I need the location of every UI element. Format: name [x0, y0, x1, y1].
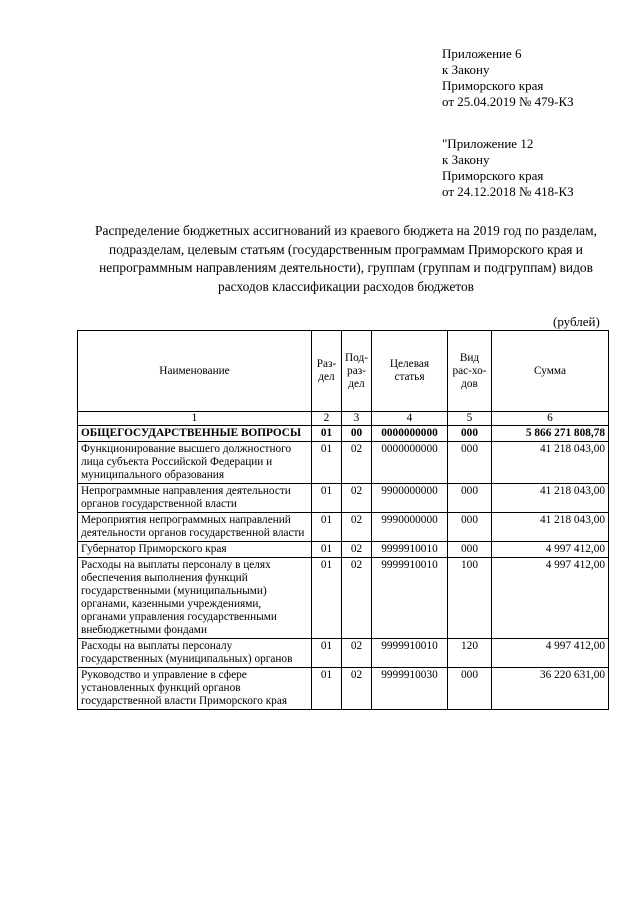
row-section: 01: [312, 484, 342, 513]
header-section: Раз-дел: [312, 331, 342, 412]
column-number: 4: [372, 412, 448, 426]
table-row: [78, 668, 609, 710]
row-target: 0000000000: [372, 442, 448, 484]
appendix-6-line3: Приморского края: [442, 78, 544, 93]
row-sum: 4 997 412,00: [492, 639, 609, 668]
row-section: 01: [312, 442, 342, 484]
row-subsection: 02: [342, 484, 372, 513]
row-sum: 41 218 043,00: [492, 484, 609, 513]
row-name: Расходы на выплаты персоналу в целях обеспечения выполнения функций государственными (муниципальными) органами, казенными учреждениями, органами управления государственными внебюджетными фондами: [78, 558, 312, 639]
table-row: [78, 426, 609, 442]
header-subsection: Под-раз-дел: [342, 331, 372, 412]
appendix-6-line1: Приложение 6: [442, 46, 522, 61]
row-target: 9999910010: [372, 558, 448, 639]
row-subsection: 02: [342, 639, 372, 668]
budget-table: [77, 330, 609, 710]
table-row: [78, 639, 609, 668]
table-row: [78, 558, 609, 639]
document-title: Распределение бюджетных ассигнований из краевого бюджета на 2019 год по разделам, подразделам, целевым статьям (государственным программам Приморского края и непрограммным направлениям деятельности), группам (группам и подгруппам) видов расходов классификации расходов бюджетов: [95, 223, 597, 294]
column-number: 2: [312, 412, 342, 426]
row-expense-type: 120: [448, 639, 492, 668]
row-name: Непрограммные направления деятельности органов государственной власти: [78, 484, 312, 513]
row-name: Губернатор Приморского края: [78, 542, 312, 558]
row-target: 9999910030: [372, 668, 448, 710]
appendix-12-line3: Приморского края: [442, 168, 544, 183]
appendix-6-line4: от 25.04.2019 № 479-КЗ: [442, 94, 574, 109]
column-numbers-row: [78, 412, 609, 426]
row-sum: 36 220 631,00: [492, 668, 609, 710]
row-section: 01: [312, 558, 342, 639]
row-section: 01: [312, 668, 342, 710]
header-sum: Сумма: [492, 331, 609, 412]
row-subsection: 02: [342, 668, 372, 710]
table-row: [78, 542, 609, 558]
appendix-12-line4: от 24.12.2018 № 418-КЗ: [442, 184, 574, 199]
row-expense-type: 000: [448, 442, 492, 484]
appendix-12-line2: к Закону: [442, 152, 490, 167]
header-row: [78, 331, 609, 412]
column-number: 5: [448, 412, 492, 426]
row-target: 9990000000: [372, 513, 448, 542]
row-target: 9999910010: [372, 639, 448, 668]
header-expense-type: Вид рас-хо-дов: [448, 331, 492, 412]
table-row: [78, 442, 609, 484]
row-name: ОБЩЕГОСУДАРСТВЕННЫЕ ВОПРОСЫ: [78, 426, 312, 442]
row-subsection: 02: [342, 542, 372, 558]
appendix-6-line2: к Закону: [442, 62, 490, 77]
row-expense-type: 000: [448, 542, 492, 558]
row-section: 01: [312, 513, 342, 542]
appendix-6-note: [442, 46, 632, 110]
appendix-12-note: [442, 136, 632, 200]
header-target: Целевая статья: [372, 331, 448, 412]
row-expense-type: 000: [448, 426, 492, 442]
row-expense-type: 100: [448, 558, 492, 639]
column-number: 6: [492, 412, 609, 426]
row-subsection: 02: [342, 558, 372, 639]
table-row: [78, 513, 609, 542]
row-section: 01: [312, 639, 342, 668]
row-target: 9900000000: [372, 484, 448, 513]
row-subsection: 02: [342, 442, 372, 484]
row-sum: 4 997 412,00: [492, 542, 609, 558]
row-expense-type: 000: [448, 513, 492, 542]
row-subsection: 00: [342, 426, 372, 442]
row-name: Руководство и управление в сфере установленных функций органов государственной власти Приморского края: [78, 668, 312, 710]
table-row: [78, 484, 609, 513]
row-target: 0000000000: [372, 426, 448, 442]
row-sum: 41 218 043,00: [492, 513, 609, 542]
row-name: Функционирование высшего должностного лица субъекта Российской Федерации и муниципального образования: [78, 442, 312, 484]
column-number: 3: [342, 412, 372, 426]
row-name: Мероприятия непрограммных направлений деятельности органов государственной власти: [78, 513, 312, 542]
row-sum: 4 997 412,00: [492, 558, 609, 639]
row-expense-type: 000: [448, 484, 492, 513]
column-number: 1: [78, 412, 312, 426]
row-name: Расходы на выплаты персоналу государственных (муниципальных) органов: [78, 639, 312, 668]
row-section: 01: [312, 542, 342, 558]
units-label: (рублей): [553, 314, 600, 329]
row-section: 01: [312, 426, 342, 442]
row-target: 9999910010: [372, 542, 448, 558]
appendix-12-line1: "Приложение 12: [442, 136, 534, 151]
row-sum: 41 218 043,00: [492, 442, 609, 484]
row-sum: 5 866 271 808,78: [492, 426, 609, 442]
row-subsection: 02: [342, 513, 372, 542]
header-name: Наименование: [78, 331, 312, 412]
row-expense-type: 000: [448, 668, 492, 710]
